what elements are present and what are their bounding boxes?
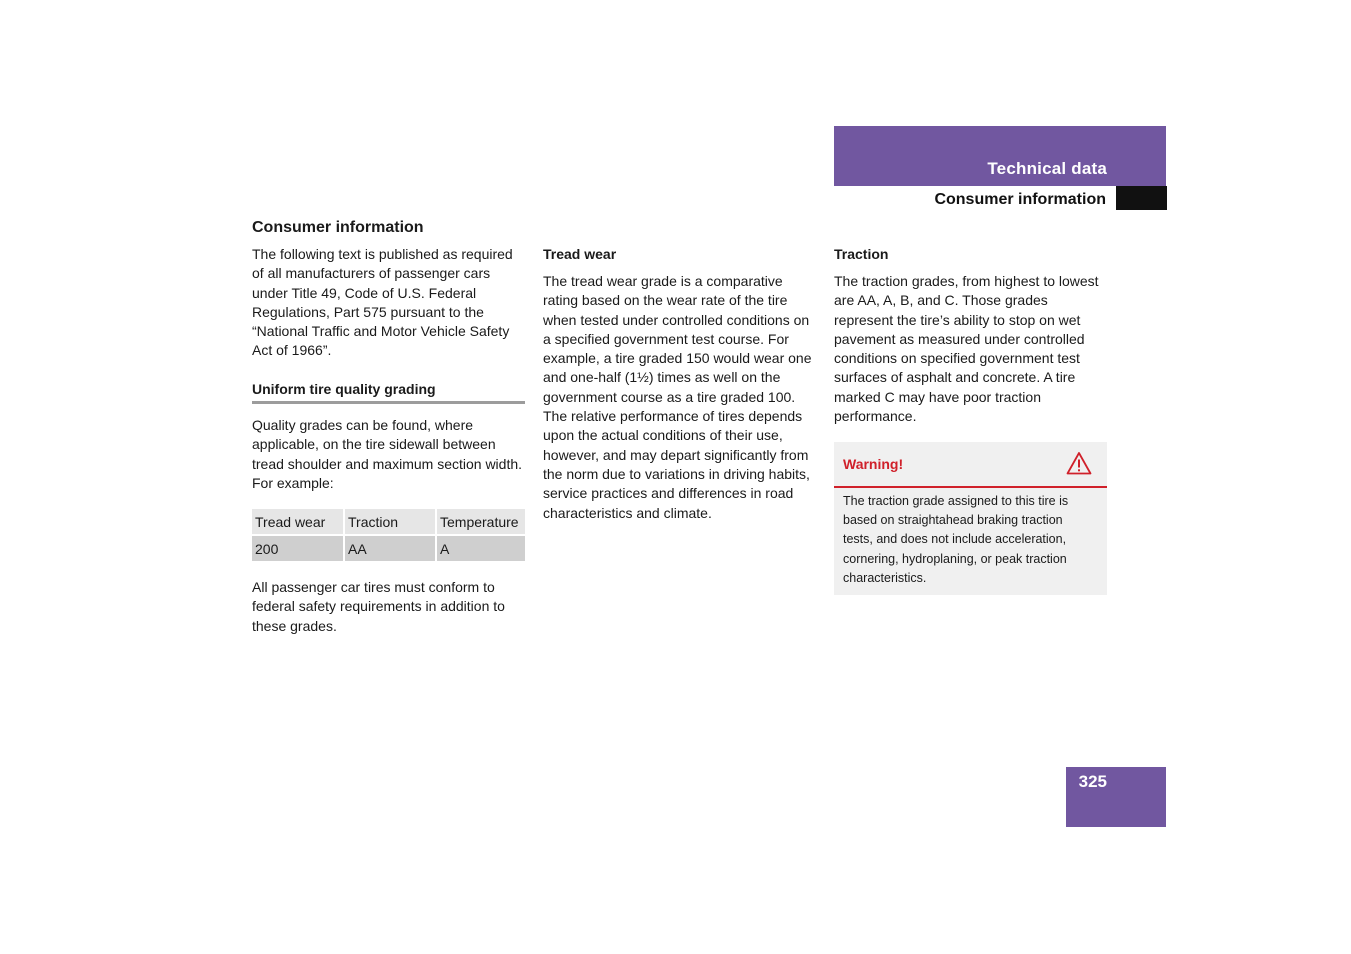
warning-triangle-icon bbox=[1066, 451, 1092, 475]
intro-paragraph: The following text is published as required of all manufacturers of passenger cars under Title 49, Code of U.S. Federal Regulations, Part 575 pursuant to the “National Traffic and Motor Vehicle Safety Act of 1966”. bbox=[252, 246, 513, 359]
header-marker bbox=[1116, 186, 1167, 210]
page-number: 325 bbox=[1078, 772, 1107, 791]
page-title: Consumer information bbox=[252, 219, 424, 236]
traction-heading: Traction bbox=[834, 246, 889, 262]
warning-title: Warning! bbox=[843, 456, 904, 472]
grade-table bbox=[252, 509, 525, 561]
grading-heading: Uniform tire quality grading bbox=[252, 381, 436, 397]
warning-text: The traction grade assigned to this tire is based on straightahead braking traction tests, and does not include acceleration, cornering, hydroplaning, or peak traction characteristics. bbox=[843, 494, 1069, 585]
table-row bbox=[252, 536, 525, 561]
warning-divider bbox=[834, 486, 1107, 488]
table-header-cell: Tread wear bbox=[252, 509, 343, 536]
table-cell: A bbox=[435, 536, 525, 561]
warning-box bbox=[834, 442, 1107, 595]
table-cell: AA bbox=[343, 536, 435, 561]
traction-paragraph: The traction grades, from highest to lowest are AA, A, B, and C. Those grades represent the tire’s ability to stop on wet pavement as measured under controlled conditions on specified government test surfaces of asphalt and concrete. A tire marked C may have poor traction performance. bbox=[834, 273, 1099, 425]
grading-paragraph: Quality grades can be found, where applicable, on the tire sidewall between tread shoulder and maximum section width. For example: bbox=[252, 417, 523, 491]
chapter-title: Technical data bbox=[987, 159, 1107, 178]
page-number-band bbox=[1066, 767, 1166, 827]
table-header-cell: Traction bbox=[343, 509, 435, 536]
table-header-row bbox=[252, 509, 525, 536]
table-cell: 200 bbox=[252, 536, 343, 561]
section-subtitle: Consumer information bbox=[934, 191, 1106, 208]
treadwear-heading: Tread wear bbox=[543, 246, 617, 262]
treadwear-paragraph: The tread wear grade is a comparative rating based on the wear rate of the tire when tested under controlled conditions on a specified government test course. For example, a tire graded 150 would wear one and one-half (1½) times as well on the government course as a tire graded 100. The relative performance of tires depends upon the actual conditions of their use, however, and may depart significantly from the norm due to variations in driving habits, service practices and differences in road characteristics and climate. bbox=[543, 273, 812, 521]
conform-paragraph: All passenger car tires must conform to federal safety requirements in addition to these grades. bbox=[252, 579, 505, 634]
chapter-header-band bbox=[834, 126, 1166, 186]
table-header-cell: Temperature bbox=[435, 509, 525, 536]
heading-rule bbox=[252, 401, 525, 404]
